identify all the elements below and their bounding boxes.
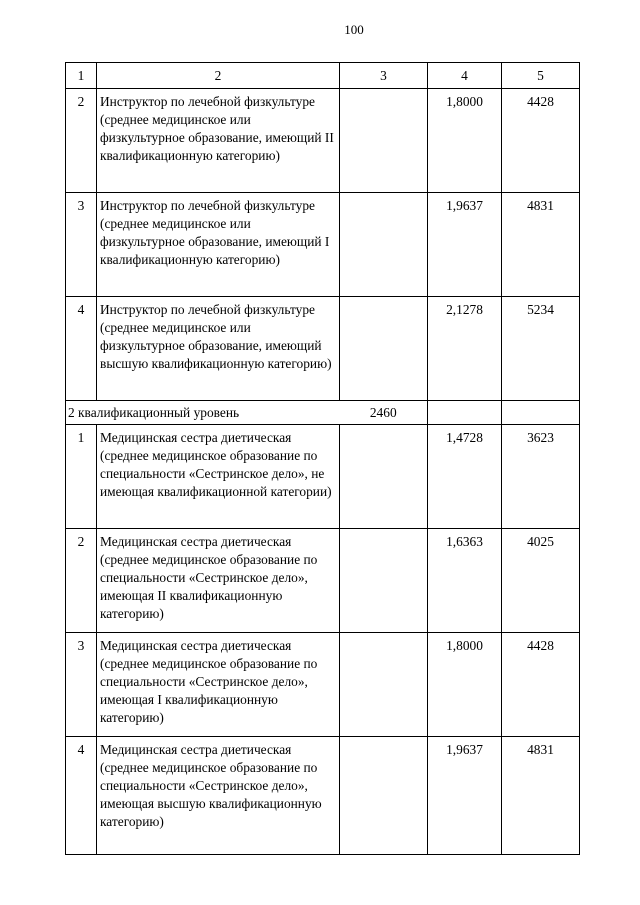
base-salary: [340, 89, 428, 193]
base-salary: [340, 737, 428, 855]
base-salary: [340, 529, 428, 633]
table-row: [66, 193, 580, 297]
header-cell-1: 1: [66, 63, 97, 89]
salary: 4428: [502, 89, 580, 193]
salary: 4831: [502, 737, 580, 855]
position-name: Медицинская сестра диетическая (среднее медицинское образование по специальности «Сестринское дело», не имеющая квалификационной категории): [97, 425, 340, 529]
row-number: 4: [66, 737, 97, 855]
salary: 4428: [502, 633, 580, 737]
table-row: [66, 89, 580, 193]
position-name: Медицинская сестра диетическая (среднее медицинское образование по специальности «Сестринское дело», имеющая высшую квалификационную категорию): [97, 737, 340, 855]
coefficient: 1,9637: [428, 193, 502, 297]
row-number: 3: [66, 193, 97, 297]
row-number: 3: [66, 633, 97, 737]
base-salary: [340, 193, 428, 297]
coefficient: 1,4728: [428, 425, 502, 529]
empty-cell: [428, 401, 502, 425]
table-row: [66, 425, 580, 529]
table-row: [66, 737, 580, 855]
table-row: [66, 297, 580, 401]
base-salary: [340, 633, 428, 737]
salary: 4025: [502, 529, 580, 633]
salary: 3623: [502, 425, 580, 529]
tariff-table: [65, 62, 580, 855]
salary: 5234: [502, 297, 580, 401]
header-cell-4: 4: [428, 63, 502, 89]
page-number: 100: [344, 22, 364, 37]
coefficient: 1,9637: [428, 737, 502, 855]
base-salary: [340, 297, 428, 401]
table-header-row: [66, 63, 580, 89]
base-salary: [340, 425, 428, 529]
header-cell-2: 2: [97, 63, 340, 89]
coefficient: 1,8000: [428, 89, 502, 193]
coefficient: 2,1278: [428, 297, 502, 401]
position-name: Инструктор по лечебной физкультуре (среднее медицинское или физкультурное образование, имеющий высшую квалификационную категорию): [97, 297, 340, 401]
qualification-level-base-salary: 2460: [340, 401, 428, 425]
row-number: 1: [66, 425, 97, 529]
coefficient: 1,6363: [428, 529, 502, 633]
table-row: [66, 529, 580, 633]
qualification-level-row: [66, 401, 580, 425]
salary: 4831: [502, 193, 580, 297]
position-name: Медицинская сестра диетическая (среднее медицинское образование по специальности «Сестринское дело», имеющая II квалификационную категорию): [97, 529, 340, 633]
row-number: 2: [66, 529, 97, 633]
qualification-level-label: 2 квалификационный уровень: [66, 401, 340, 425]
position-name: Медицинская сестра диетическая (среднее медицинское образование по специальности «Сестринское дело», имеющая I квалификационную категорию): [97, 633, 340, 737]
row-number: 4: [66, 297, 97, 401]
header-cell-3: 3: [340, 63, 428, 89]
table-row: [66, 633, 580, 737]
position-name: Инструктор по лечебной физкультуре (среднее медицинское или физкультурное образование, имеющий I квалификационную категорию): [97, 193, 340, 297]
position-name: Инструктор по лечебной физкультуре (среднее медицинское или физкультурное образование, имеющий II квалификационную категорию): [97, 89, 340, 193]
empty-cell: [502, 401, 580, 425]
coefficient: 1,8000: [428, 633, 502, 737]
row-number: 2: [66, 89, 97, 193]
header-cell-5: 5: [502, 63, 580, 89]
